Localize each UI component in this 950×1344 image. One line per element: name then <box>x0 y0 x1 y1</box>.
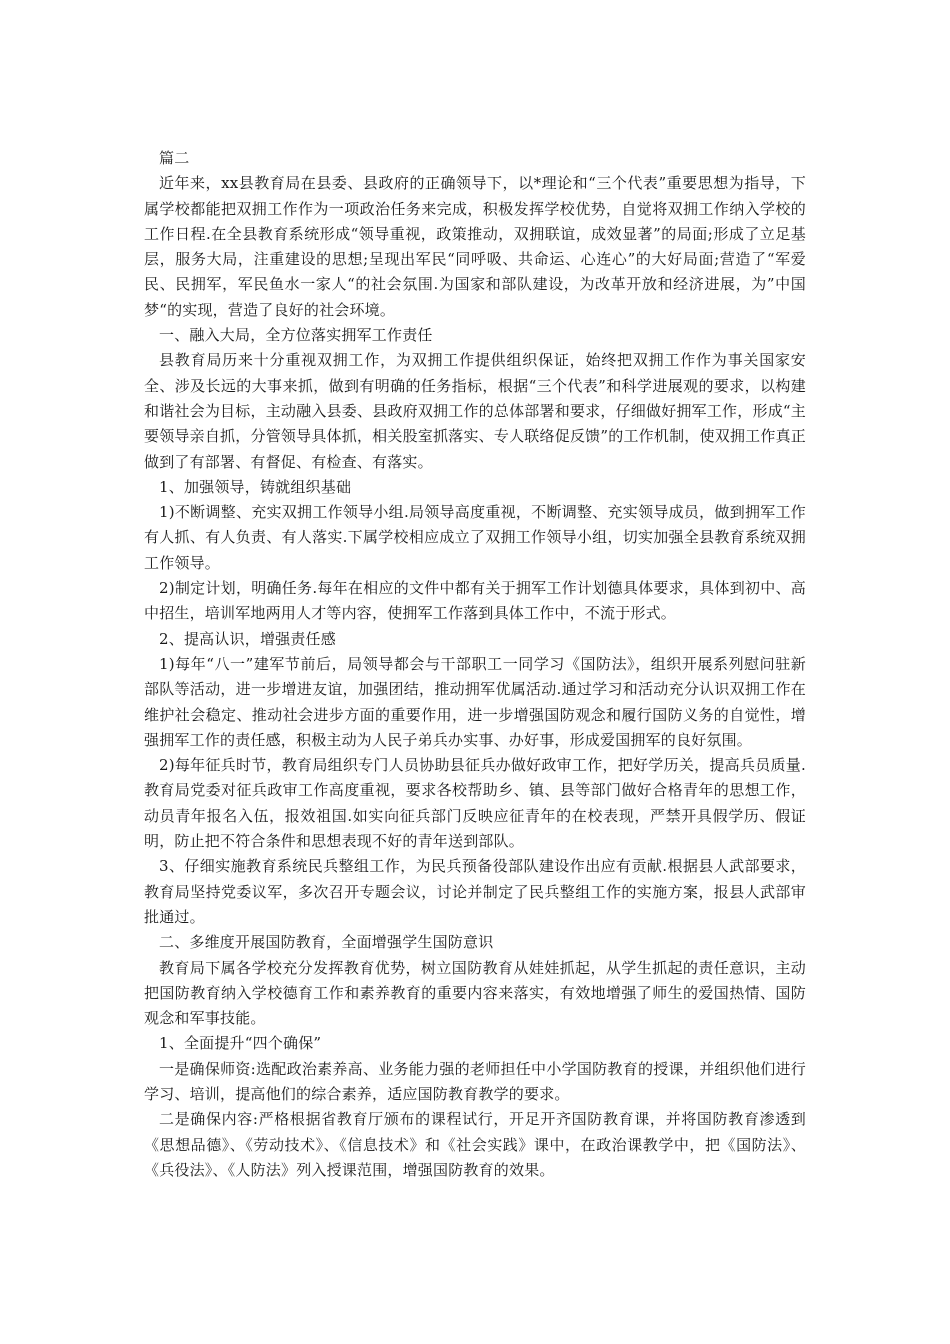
subheading-1: 1、全面提升“四个确保” <box>159 1034 322 1053</box>
body-paragraph: 教育局下属各学校充分发挥教育优势，树立国防教育从娃娃抓起，从学生抓起的责任意识，主动把国防教育纳入学校德育工作和素养教育的重要内容来落实，有效地增强了师生的爱国热情、国防观念和军事技能。 <box>144 958 806 1028</box>
body-paragraph: 1)每年“八一”建军节前后，局领导都会与干部职工一同学习《国防法》，组织开展系列慰问驻新部队等活动，进一步增进友谊，加强团结，推动拥军优属活动.通过学习和活动充分认识双拥工作在维护社会稳定、推动社会进步方面的重要作用，进一步增强国防观念和履行国防义务的自觉性，增强拥军工作的责任感，积极主动为人民子弟兵办实事、办好事，形成爱国拥军的良好氛围。 <box>144 654 806 749</box>
body-paragraph: 一是确保师资:选配政治素养高、业务能力强的老师担任中小学国防教育的授课，并组织他们进行学习、培训，提高他们的综合素养，适应国防教育教学的要求。 <box>144 1059 806 1103</box>
subheading-2: 2、提高认识，增强责任感 <box>159 629 336 648</box>
subheading-1: 1、加强领导，铸就组织基础 <box>159 477 352 496</box>
intro-paragraph: 近年来，xx县教育局在县委、县政府的正确领导下，以*理论和“三个代表”重要思想为指导，下属学校都能把双拥工作作为一项政治任务来完成，积极发挥学校优势，自觉将双拥工作纳入学校的工作日程.在全县教育系统形成“领导重视，政策推动，双拥联谊，成效显著”的局面;形成了立足基层，服务大局，注重建设的思想;呈现出军民“同呼吸、共命运、心连心”的大好局面;营造了“军爱民、民拥军，军民鱼水一家人“的社会氛围.为国家和部队建设，为改革开放和经济进展，为”中国梦“的实现，营造了良好的社会环境。 <box>144 174 806 319</box>
body-paragraph: 2)制定计划，明确任务.每年在相应的文件中都有关于拥军工作计划德具体要求，具体到初中、高中招生，培训军地两用人才等内容，使拥军工作落到具体工作中，不流于形式。 <box>144 579 806 623</box>
heading-section-two: 二、多维度开展国防教育，全面增强学生国防意识 <box>159 933 494 952</box>
body-paragraph: 二是确保内容:严格根据省教育厅颁布的课程试行，开足开齐国防教育课，并将国防教育渗透到《思想品德》、《劳动技术》、《信息技术》和《社会实践》课中，在政治课教学中，把《国防法》、《兵役法》、《人防法》列入授课范围，增强国防教育的效果。 <box>144 1110 806 1179</box>
heading-section-one: 一、融入大局，全方位落实拥军工作责任 <box>159 326 433 345</box>
body-paragraph: 3、仔细实施教育系统民兵整组工作，为民兵预备役部队建设作出应有贡献.根据县人武部要求，教育局坚持党委议军，多次召开专题会议，讨论并制定了民兵整组工作的实施方案，报县人武部审批通过。 <box>144 857 806 926</box>
body-paragraph: 县教育局历来十分重视双拥工作，为双拥工作提供组织保证，始终把双拥工作作为事关国家安全、涉及长远的大事来抓，做到有明确的任务指标，根据“三个代表”和科学进展观的要求，以构建和谐社会为目标，主动融入县委、县政府双拥工作的总体部署和要求，仔细做好拥军工作，形成“主要领导亲自抓，分管领导具体抓，相关股室抓落实、专人联络促反馈”的工作机制，使双拥工作真正做到了有部署、有督促、有检查、有落实。 <box>144 351 806 471</box>
section-label: 篇二 <box>159 149 190 167</box>
body-paragraph: 1)不断调整、充实双拥工作领导小组.局领导高度重视，不断调整、充实领导成员，做到拥军工作有人抓、有人负责、有人落实.下属学校相应成立了双拥工作领导小组，切实加强全县教育系统双拥工作领导。 <box>144 503 806 572</box>
document-body <box>144 146 806 1183</box>
body-paragraph: 2)每年征兵时节，教育局组织专门人员协助县征兵办做好政审工作，把好学历关，提高兵员质量.教育局党委对征兵政审工作高度重视，要求各校帮助乡、镇、县等部门做好合格青年的思想工作，动员青年报名入伍，报效祖国.如实向征兵部门反映应征青年的在校表现，严禁开具假学历、假证明，防止把不符合条件和思想表现不好的青年送到部队。 <box>144 756 806 851</box>
